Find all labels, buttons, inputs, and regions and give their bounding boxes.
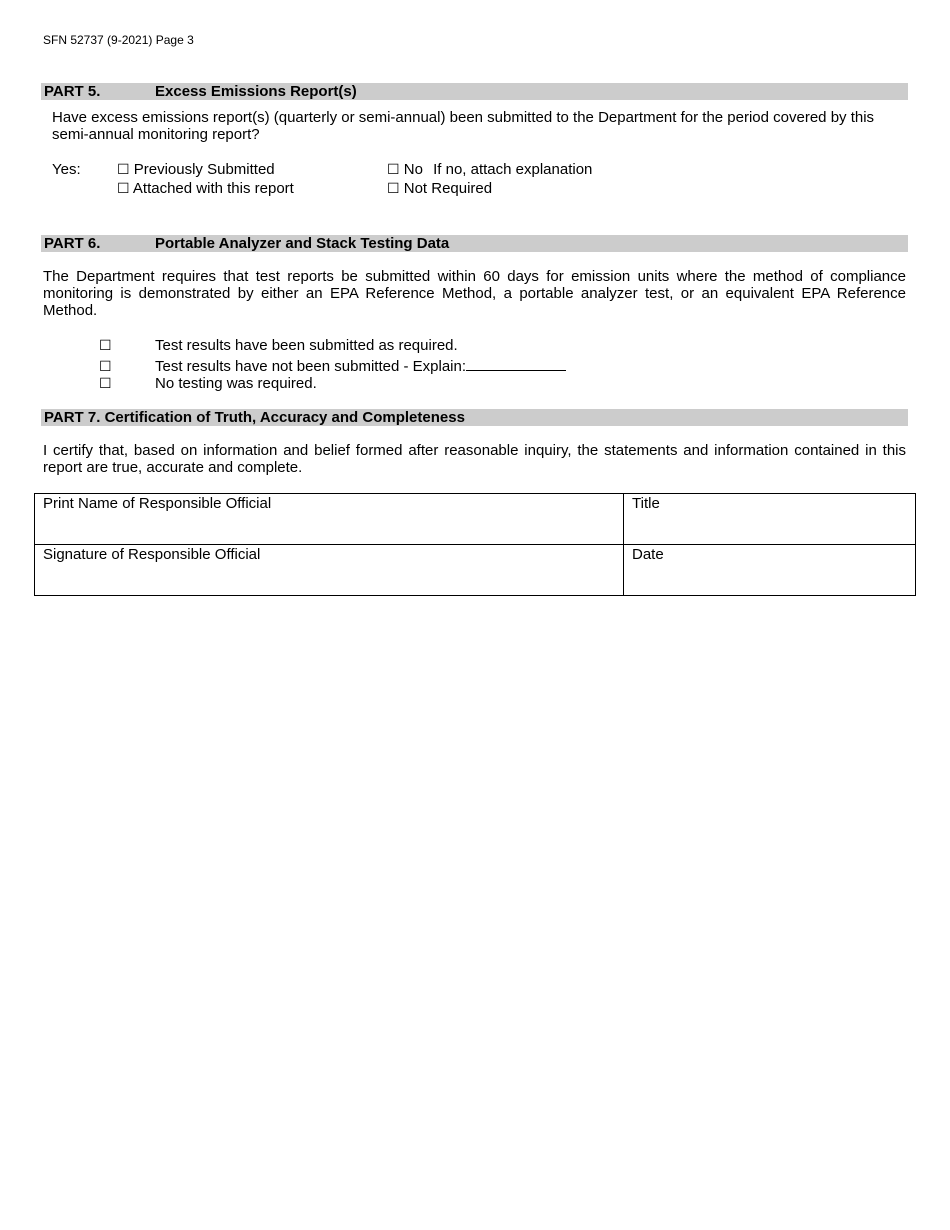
part6-title: Portable Analyzer and Stack Testing Data [155, 235, 450, 252]
signature-label: Signature of Responsible Official [43, 546, 261, 563]
option-label: Test results have not been submitted - Explain: [155, 358, 467, 375]
part5-heading-bar [41, 83, 908, 100]
checkbox-icon[interactable]: ☐ [99, 338, 112, 354]
test-option-not-required[interactable] [99, 375, 317, 393]
signature-table [34, 493, 916, 596]
checkbox-icon[interactable]: ☐ [99, 376, 112, 392]
form-header: SFN 52737 (9-2021) Page 3 [43, 33, 194, 47]
print-name-field[interactable] [35, 494, 624, 545]
part6-number: PART 6. [44, 235, 101, 252]
option-attached-with-report[interactable] [117, 180, 294, 198]
part5-title: Excess Emissions Report(s) [155, 83, 357, 100]
option-label: Test results have been submitted as required. [155, 337, 458, 354]
part7-paragraph: I certify that, based on information and belief formed after reasonable inquiry, the statements and information contained in this report are true, accurate and complete. [43, 442, 906, 476]
option-label: Attached with this report [132, 180, 294, 197]
signature-field[interactable] [35, 545, 624, 596]
part5-number: PART 5. [44, 83, 101, 100]
option-no[interactable] [387, 161, 592, 179]
checkbox-icon[interactable]: ☐ [387, 162, 400, 178]
table-row [35, 545, 916, 596]
part7-heading-bar [41, 409, 908, 426]
print-name-label: Print Name of Responsible Official [43, 495, 272, 512]
explain-input[interactable] [466, 356, 566, 371]
date-label: Date [632, 546, 664, 563]
option-no-note: If no, attach explanation [433, 161, 593, 178]
option-previously-submitted[interactable] [117, 161, 275, 179]
checkbox-icon[interactable]: ☐ [99, 359, 112, 375]
test-option-not-submitted[interactable] [99, 356, 566, 376]
checkbox-icon[interactable]: ☐ [117, 162, 130, 178]
title-field[interactable] [624, 494, 916, 545]
part6-heading-bar [41, 235, 908, 252]
part5-question: Have excess emissions report(s) (quarterly or semi-annual) been submitted to the Department for the period covered by this semi-annual monitoring report? [52, 109, 875, 143]
option-not-required[interactable] [387, 180, 492, 198]
option-label: Not Required [403, 180, 493, 197]
option-label: Previously Submitted [133, 161, 275, 178]
checkbox-icon[interactable]: ☐ [387, 181, 400, 197]
date-field[interactable] [624, 545, 916, 596]
option-label: No [403, 161, 423, 178]
checkbox-icon[interactable]: ☐ [117, 181, 130, 197]
part7-title: PART 7. Certification of Truth, Accuracy and Completeness [44, 409, 465, 426]
part6-paragraph: The Department requires that test reports be submitted within 60 days for emission units where the method of compliance monitoring is demonstrated by either an EPA Reference Method, a portable analyzer test, or an equivalent EPA Reference Method. [43, 268, 906, 319]
test-option-submitted[interactable] [99, 337, 458, 355]
part5-yes-label: Yes: [52, 161, 81, 178]
title-label: Title [632, 495, 660, 512]
table-row [35, 494, 916, 545]
option-label: No testing was required. [155, 375, 317, 392]
